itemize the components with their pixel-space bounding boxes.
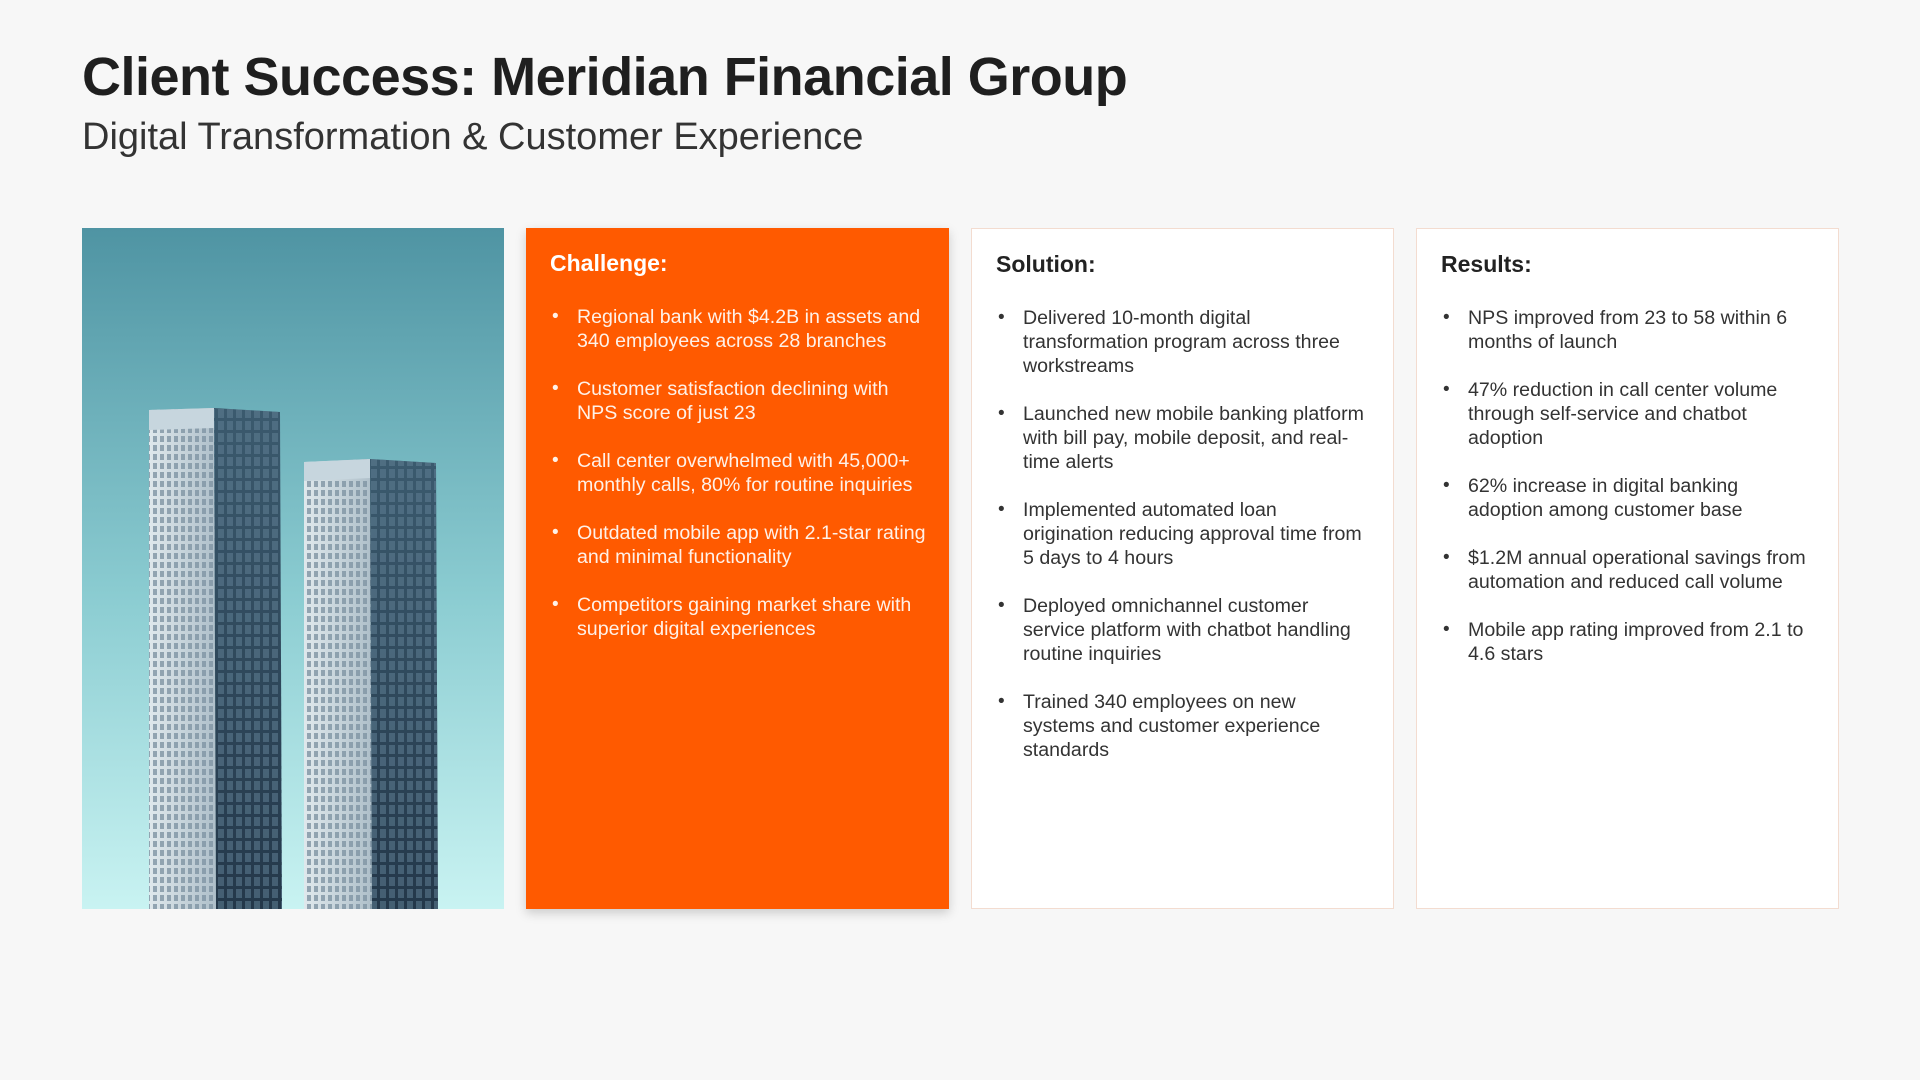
list-item: • Launched new mobile banking platform with bill pay, mobile deposit, and real-time alerts	[996, 402, 1371, 474]
list-item: • Implemented automated loan origination reducing approval time from 5 days to 4 hours	[996, 498, 1371, 570]
list-item: • NPS improved from 23 to 58 within 6 months of launch	[1441, 306, 1816, 354]
list-item: • Call center overwhelmed with 45,000+ monthly calls, 80% for routine inquiries	[550, 449, 927, 497]
solution-heading: Solution:	[996, 251, 1096, 277]
page-title: Client Success: Meridian Financial Group	[82, 47, 1128, 107]
challenge-list	[550, 305, 927, 641]
page-subtitle: Digital Transformation & Customer Experience	[82, 116, 864, 158]
list-item: • Mobile app rating improved from 2.1 to 4.6 stars	[1441, 618, 1816, 666]
results-list	[1441, 306, 1816, 666]
list-item: • Delivered 10-month digital transformation program across three workstreams	[996, 306, 1371, 378]
solution-list	[996, 306, 1371, 762]
list-item: • Customer satisfaction declining with NPS score of just 23	[550, 377, 927, 425]
list-item: • 62% increase in digital banking adoption among customer base	[1441, 474, 1816, 522]
results-card	[1416, 228, 1839, 909]
list-item: • Competitors gaining market share with superior digital experiences	[550, 593, 927, 641]
list-item: • Outdated mobile app with 2.1-star rating and minimal functionality	[550, 521, 927, 569]
list-item: • Regional bank with $4.2B in assets and 340 employees across 28 branches	[550, 305, 927, 353]
list-item: • Deployed omnichannel customer service platform with chatbot handling routine inquiries	[996, 594, 1371, 666]
challenge-heading: Challenge:	[550, 250, 668, 276]
results-heading: Results:	[1441, 251, 1532, 277]
skyscrapers-photo	[82, 228, 504, 909]
list-item: • Trained 340 employees on new systems and customer experience standards	[996, 690, 1371, 762]
solution-card	[971, 228, 1394, 909]
list-item: • $1.2M annual operational savings from automation and reduced call volume	[1441, 546, 1816, 594]
list-item: • 47% reduction in call center volume through self-service and chatbot adoption	[1441, 378, 1816, 450]
challenge-card	[526, 228, 949, 909]
